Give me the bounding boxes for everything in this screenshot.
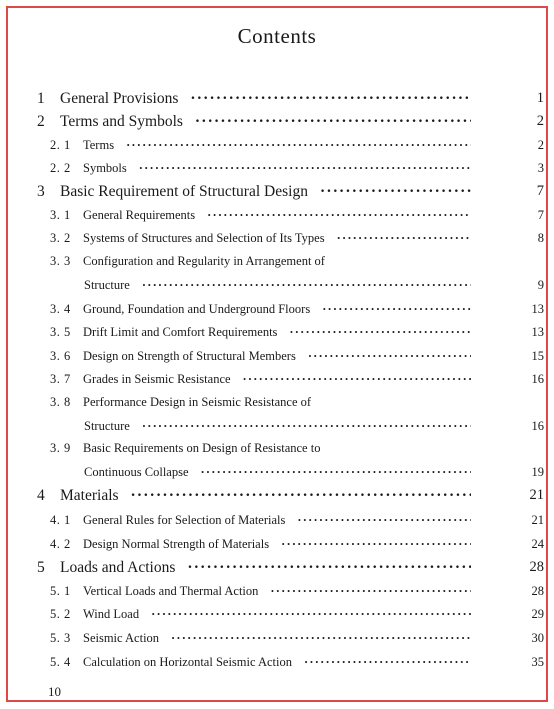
- entry-page: 16: [531, 372, 544, 386]
- toc-entry-3-4[interactable]: [50, 302, 544, 317]
- entry-label: Terms and Symbols: [60, 113, 183, 130]
- toc-entry-5[interactable]: [37, 559, 544, 577]
- entry-number: 3. 4: [50, 302, 71, 316]
- toc-entry-4-1[interactable]: [50, 513, 544, 528]
- entry-page: 24: [531, 537, 544, 551]
- toc-entry-3-8-continued[interactable]: [84, 419, 544, 434]
- entry-number: 4. 1: [50, 513, 71, 527]
- page-title: Contents: [237, 24, 317, 48]
- entry-page: 7: [536, 183, 544, 199]
- entry-page: 8: [537, 231, 544, 245]
- entry-number: 2: [37, 113, 45, 130]
- entry-label: Seismic Action: [83, 631, 160, 645]
- entry-page: 29: [531, 607, 544, 621]
- entry-page: 13: [531, 325, 544, 339]
- entry-label: Loads and Actions: [60, 559, 176, 576]
- entry-label: General Requirements: [83, 208, 196, 222]
- dot-leader: [289, 326, 471, 339]
- entry-number: 3: [37, 183, 45, 200]
- entry-number: 4: [37, 487, 45, 504]
- dot-leader: [131, 488, 471, 504]
- dot-leader: [190, 91, 471, 107]
- entry-number: 3. 5: [50, 325, 71, 339]
- entry-page: 2: [536, 113, 544, 129]
- toc-entry-3-7[interactable]: [50, 372, 544, 387]
- entry-label: Ground, Foundation and Underground Floors: [83, 302, 311, 316]
- entry-number: 3. 8: [50, 395, 71, 409]
- toc-entry-3-9[interactable]: [50, 441, 478, 456]
- toc-entry-3-3-continued[interactable]: [84, 278, 544, 293]
- entry-page: 28: [529, 559, 544, 575]
- toc-entry-1[interactable]: [37, 90, 544, 108]
- toc-entry-3-5[interactable]: [50, 325, 544, 340]
- entry-label: General Rules for Selection of Materials: [83, 513, 286, 527]
- toc-entry-3-6[interactable]: [50, 349, 544, 364]
- entry-number: 4. 2: [50, 537, 71, 551]
- entry-label: Basic Requirement of Structural Design: [60, 183, 308, 200]
- dot-leader: [308, 350, 471, 363]
- toc-entry-3-1[interactable]: [50, 208, 544, 223]
- entry-page: 28: [531, 584, 544, 598]
- entry-label: General Provisions: [60, 90, 179, 107]
- entry-label: Materials: [60, 487, 119, 504]
- dot-leader: [304, 656, 471, 669]
- entry-label: Symbols: [83, 161, 127, 175]
- entry-number: 3. 7: [50, 372, 71, 386]
- toc-entry-3-3[interactable]: [50, 254, 478, 269]
- entry-page: 1: [536, 90, 544, 106]
- dot-leader: [337, 232, 471, 245]
- entry-page: 30: [531, 631, 544, 645]
- dot-leader: [270, 585, 471, 598]
- entry-label: Design on Strength of Structural Members: [83, 349, 296, 363]
- entry-page: 13: [531, 302, 544, 316]
- entry-label: Vertical Loads and Thermal Action: [83, 584, 259, 598]
- entry-page: 7: [537, 208, 544, 222]
- toc-entry-2-2[interactable]: [50, 161, 544, 176]
- toc-entry-2[interactable]: [37, 113, 544, 131]
- document-page: [6, 6, 548, 702]
- entry-label: Grades in Seismic Resistance: [83, 372, 231, 386]
- toc-entry-2-1[interactable]: [50, 138, 544, 153]
- entry-page: 9: [537, 278, 544, 292]
- entry-label: Drift Limit and Comfort Requirements: [83, 325, 278, 339]
- entry-label: Structure: [84, 419, 130, 433]
- entry-number: 5. 1: [50, 584, 71, 598]
- entry-number: 5: [37, 559, 45, 576]
- dot-leader: [171, 632, 471, 645]
- toc-entry-5-1[interactable]: [50, 584, 544, 599]
- entry-label: Wind Load: [83, 607, 140, 621]
- entry-page: 15: [531, 349, 544, 363]
- toc-entry-5-3[interactable]: [50, 631, 544, 646]
- dot-leader: [320, 184, 471, 200]
- dot-leader: [139, 162, 471, 175]
- toc-entry-3-9-continued[interactable]: [84, 465, 544, 480]
- entry-page: 2: [537, 138, 544, 152]
- dot-leader: [195, 114, 471, 130]
- toc-entry-3[interactable]: [37, 183, 544, 201]
- entry-label: Structure: [84, 278, 130, 292]
- entry-label: Continuous Collapse: [84, 465, 189, 479]
- dot-leader: [142, 279, 471, 292]
- entry-label: Calculation on Horizontal Seismic Action: [83, 655, 292, 669]
- entry-page: 21: [529, 487, 544, 503]
- dot-leader: [187, 560, 471, 576]
- entry-label: Basic Requirements on Design of Resistance to: [83, 441, 321, 455]
- dot-leader: [322, 303, 471, 316]
- table-of-contents: [8, 8, 546, 700]
- toc-entry-5-2[interactable]: [50, 607, 544, 622]
- entry-number: 3. 1: [50, 208, 71, 222]
- entry-number: 2. 1: [50, 138, 71, 152]
- entry-number: 3. 6: [50, 349, 71, 363]
- dot-leader: [201, 466, 471, 479]
- entry-page: 3: [537, 161, 544, 175]
- entry-number: 3. 2: [50, 231, 71, 245]
- toc-entry-5-4[interactable]: [50, 655, 544, 670]
- entry-number: 3. 3: [50, 254, 71, 268]
- entry-number: 1: [37, 90, 45, 107]
- entry-page: 35: [531, 655, 544, 669]
- toc-entry-4-2[interactable]: [50, 537, 544, 552]
- entry-number: 2. 2: [50, 161, 71, 175]
- dot-leader: [243, 373, 471, 386]
- entry-number: 5. 3: [50, 631, 71, 645]
- entry-page: 19: [531, 465, 544, 479]
- dot-leader: [126, 139, 471, 152]
- entry-label: Systems of Structures and Selection of Its Types: [83, 231, 325, 245]
- entry-page: 21: [531, 513, 544, 527]
- entry-label: Terms: [83, 138, 115, 152]
- toc-entry-3-2[interactable]: [50, 231, 544, 246]
- page-number: 10: [48, 684, 61, 699]
- dot-leader: [142, 420, 471, 433]
- entry-number: 5. 2: [50, 607, 71, 621]
- dot-leader: [207, 209, 471, 222]
- toc-entry-3-8[interactable]: [50, 395, 478, 410]
- entry-label: Design Normal Strength of Materials: [83, 537, 270, 551]
- dot-leader: [297, 514, 471, 527]
- dot-leader: [281, 538, 471, 551]
- entry-number: 5. 4: [50, 655, 71, 669]
- entry-label: Configuration and Regularity in Arrangement of: [83, 254, 325, 268]
- toc-entry-4[interactable]: [37, 487, 544, 505]
- entry-page: 16: [531, 419, 544, 433]
- entry-label: Performance Design in Seismic Resistance of: [83, 395, 312, 409]
- dot-leader: [151, 608, 471, 621]
- entry-number: 3. 9: [50, 441, 71, 455]
